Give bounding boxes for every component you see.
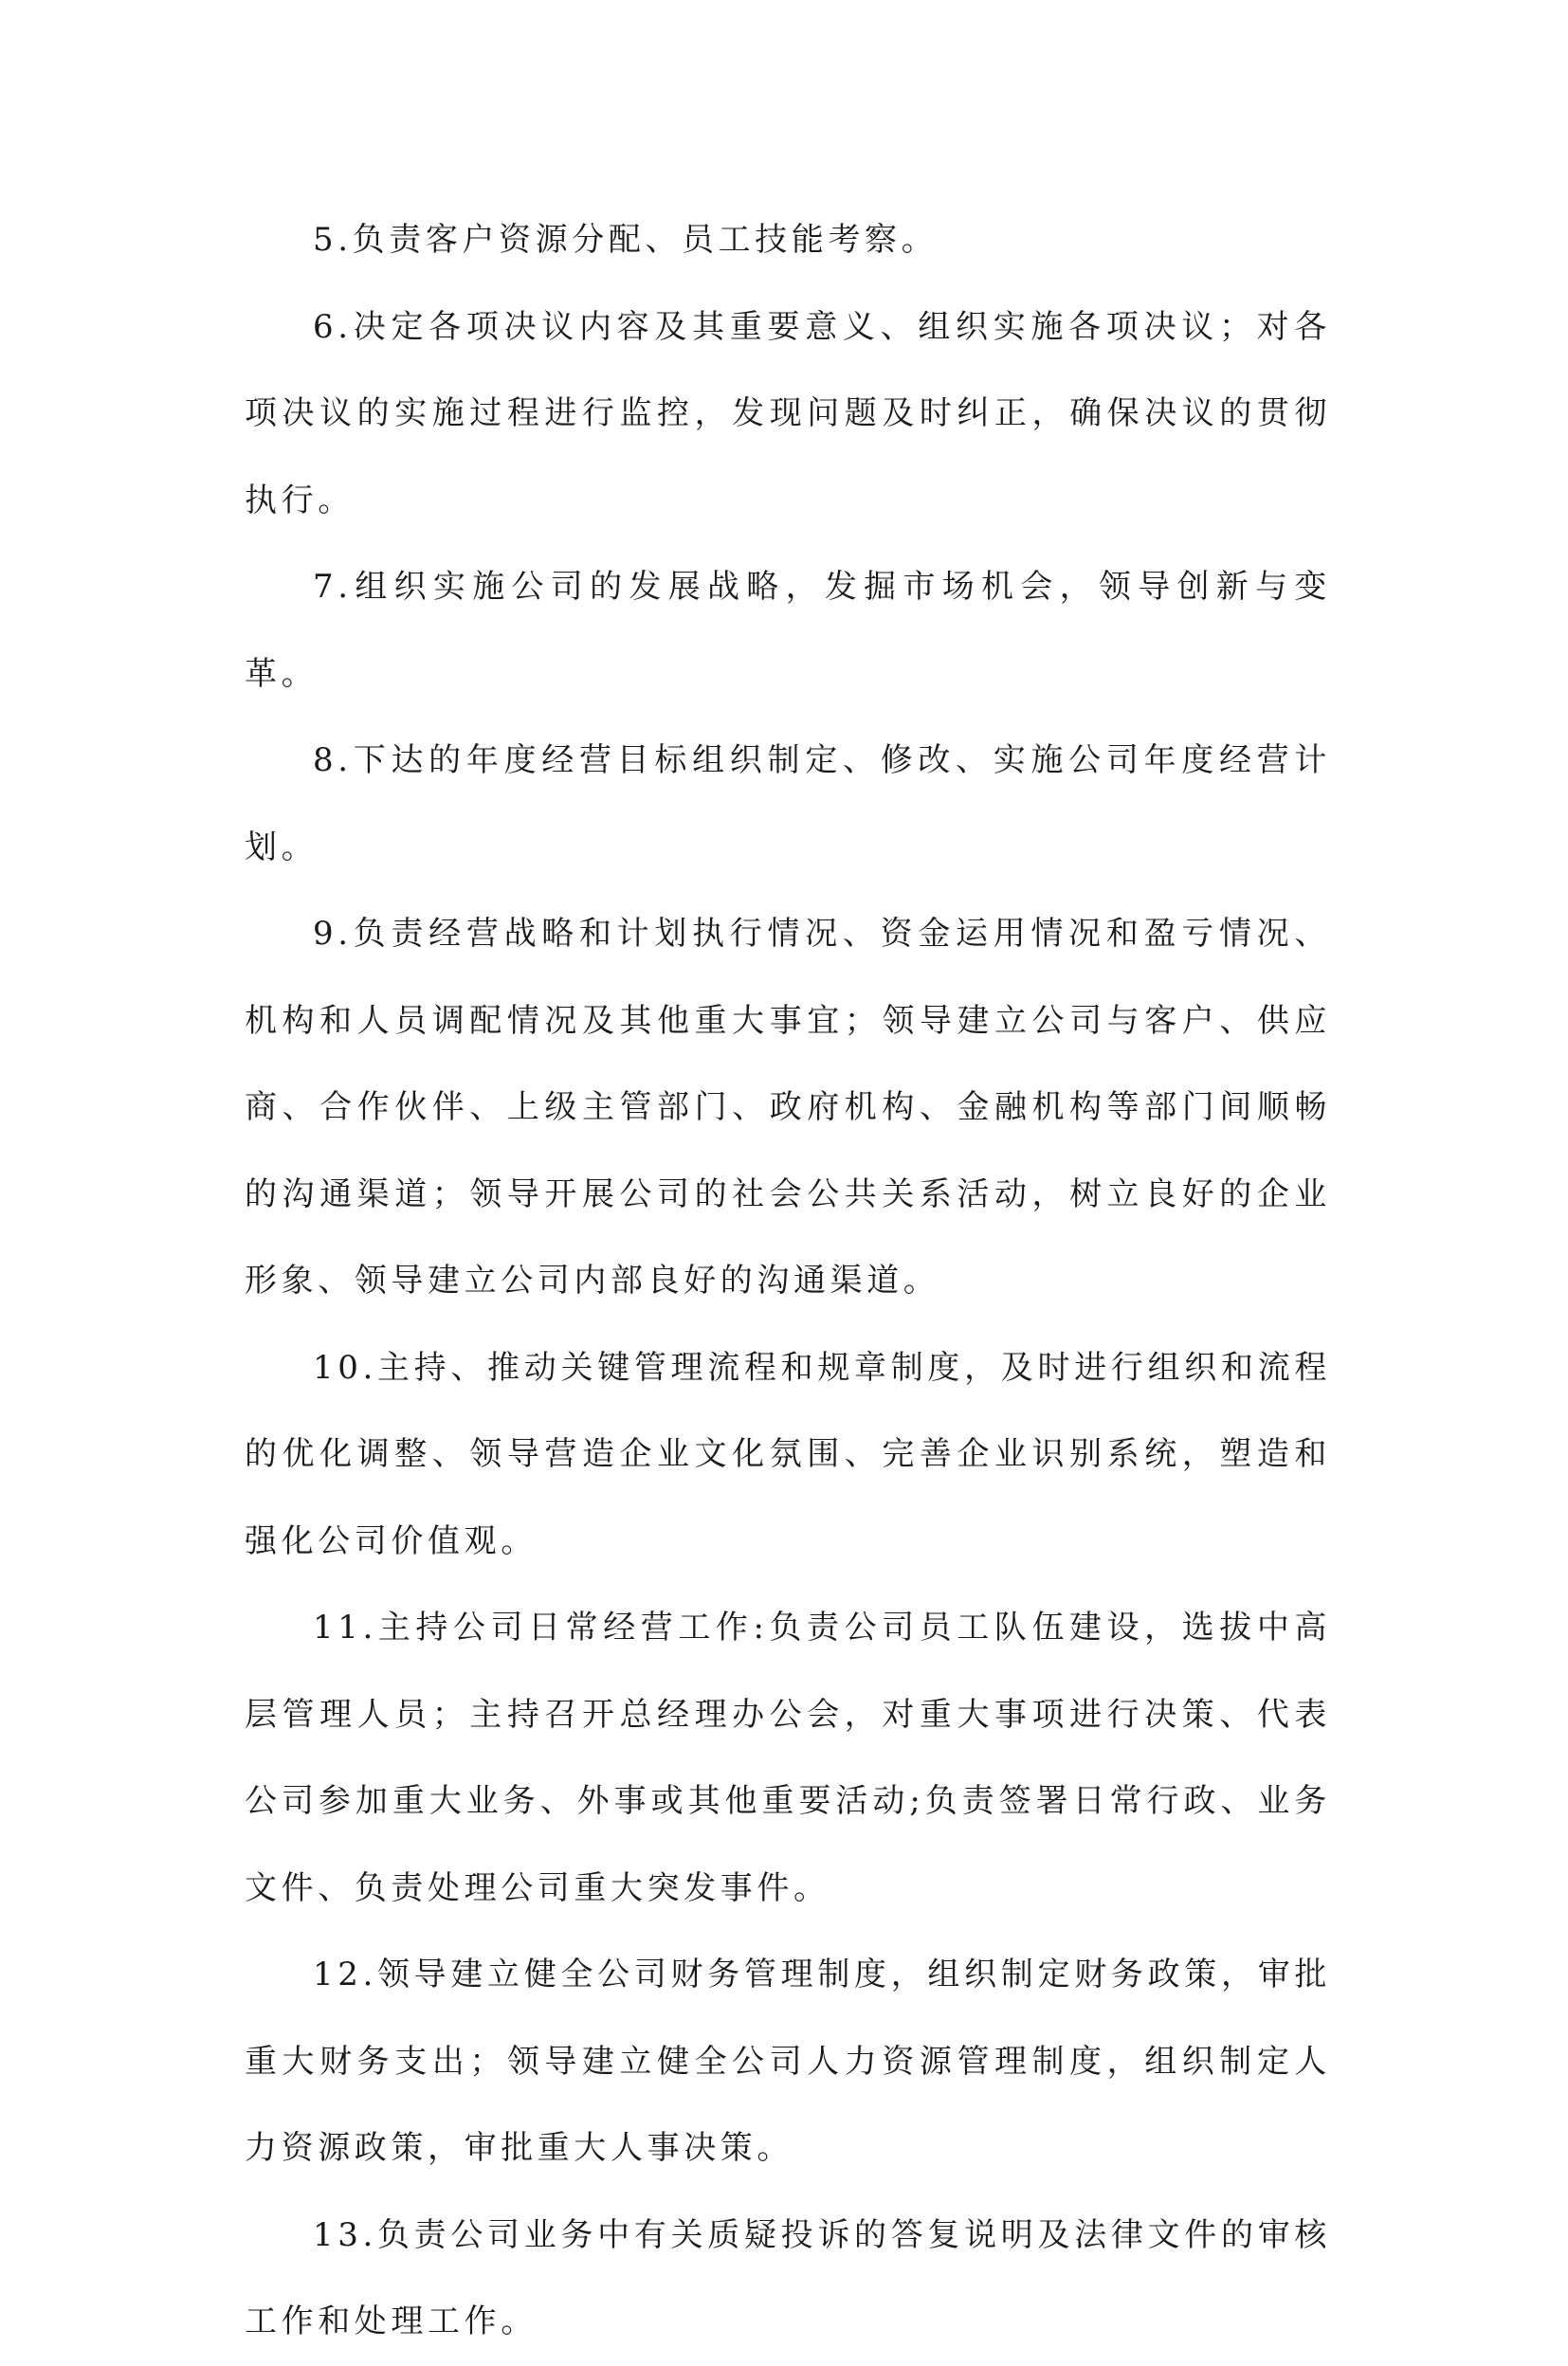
paragraph-item-12: 12.领导建立健全公司财务管理制度，组织制定财务政策，审批重大财务支出；领导建立健全公司人力资源管理制度，组织制定人力资源政策，审批重大人事决策。 [245, 1956, 1331, 2167]
paragraph-item-5: 5.负责客户资源分配、员工技能考察。 [313, 221, 939, 259]
paragraph-item-13: 13.负责公司业务中有关质疑投诉的答复说明及法律文件的审核工作和处理工作。 [245, 2215, 1331, 2340]
document-body [245, 197, 1331, 2366]
paragraph-item-7: 7.组织实施公司的发展战略，发掘市场机会，领导创新与变革。 [245, 568, 1331, 693]
paragraph-item-6: 6.决定各项决议内容及其重要意义、组织实施各项决议；对各项决议的实施过程进行监控，发现问题及时纠正，确保决议的贯彻执行。 [245, 307, 1331, 519]
paragraph-item-11: 11.主持公司日常经营工作:负责公司员工队伍建设，选拔中高层管理人员；主持召开总经理办公会，对重大事项进行决策、代表公司参加重大业务、外事或其他重要活动;负责签署日常行政、业务文件、负责处理公司重大突发事件。 [245, 1609, 1331, 1907]
paragraph-item-8: 8.下达的年度经营目标组织制定、修改、实施公司年度经营计划。 [245, 741, 1331, 866]
paragraph-item-9: 9.负责经营战略和计划执行情况、资金运用情况和盈亏情况、机构和人员调配情况及其他重大事宜；领导建立公司与客户、供应商、合作伙伴、上级主管部门、政府机构、金融机构等部门间顺畅的沟通渠道；领导开展公司的社会公共关系活动，树立良好的企业形象、领导建立公司内部良好的沟通渠道。 [245, 915, 1331, 1300]
paragraph-item-10: 10.主持、推动关键管理流程和规章制度，及时进行组织和流程的优化调整、领导营造企业文化氛围、完善企业识别系统，塑造和强化公司价值观。 [245, 1348, 1331, 1560]
